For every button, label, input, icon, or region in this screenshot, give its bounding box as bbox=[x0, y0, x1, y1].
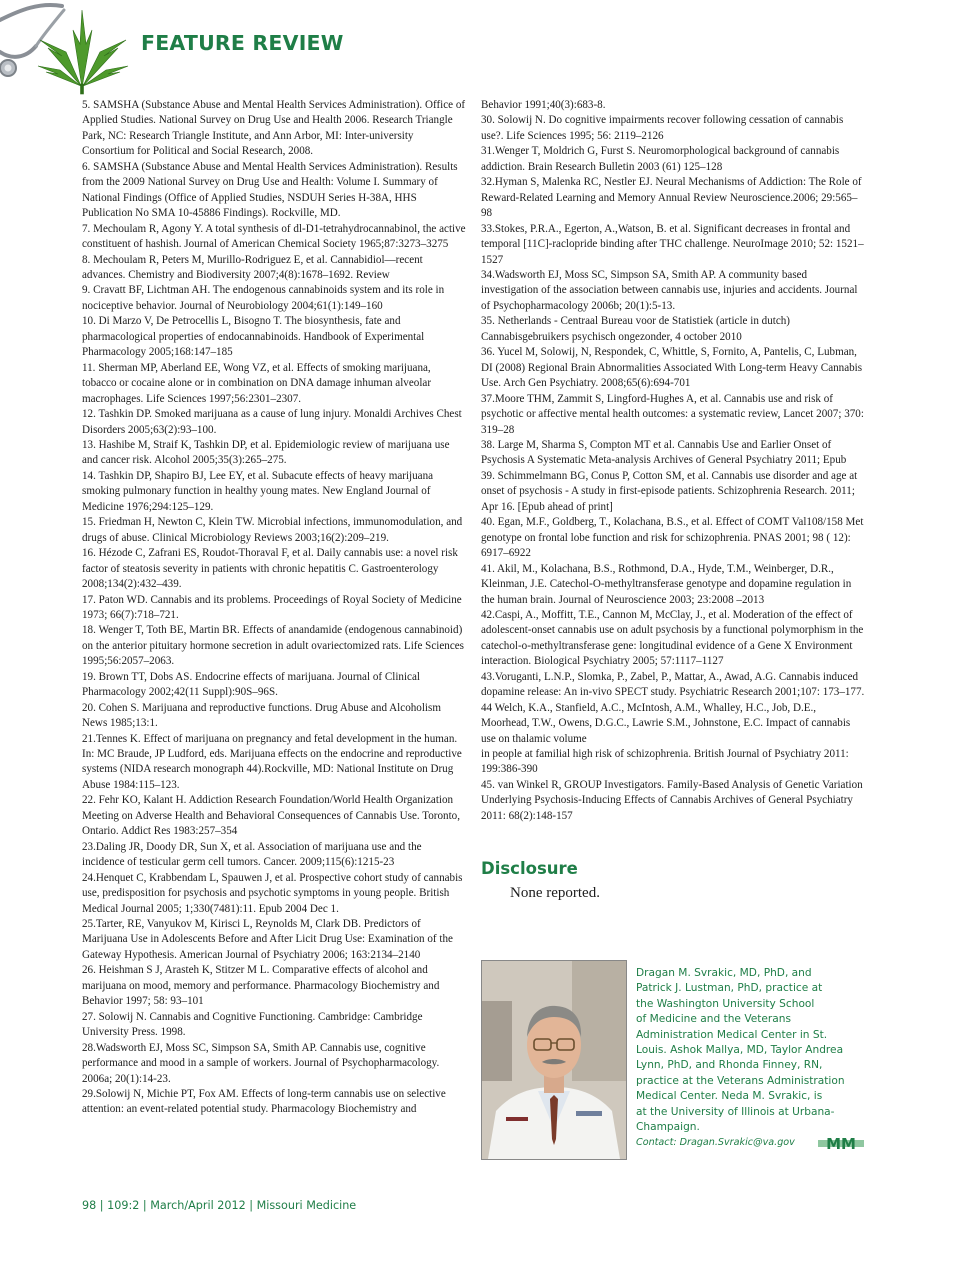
reference-item: in people at familial high risk of schizophrenia. British Journal of Psychiatry 2011: 199:386-390 bbox=[481, 748, 849, 776]
reference-item: 14. Tashkin DP, Shapiro BJ, Lee EY, et al. Subacute effects of heavy marijuana smoking pulmonary function in healthy young mates. New England Journal of Medicine 1976;294:125–129. bbox=[82, 469, 434, 513]
reference-item: 13. Hashibe M, Straif K, Tashkin DP, et al. Epidemiologic review of marijuana use and cancer risk. Alcohol 2005;35(3):265–275. bbox=[82, 438, 450, 467]
references-left-column bbox=[82, 98, 466, 1118]
header-illustration bbox=[0, 0, 140, 95]
reference-item: 42.Caspi, A., Moffitt, T.E., Cannon M, McClay, J., et al. Moderation of the effect of adolescent-onset cannabis use on adult psychosis by a functional polymorphism in the catechol-o-methyltransferase gene: longitudinal evidence of a Gene X Environment interaction. Biological Psychiatry 2005; 57:1117–1127 bbox=[481, 608, 864, 668]
author-photo bbox=[481, 960, 627, 1160]
section-title: FEATURE REVIEW bbox=[141, 31, 344, 55]
reference-item: 45. van Winkel R, GROUP Investigators. Family-Based Analysis of Genetic Variation Underlying Psychosis-Inducing Effects of Cannabis Archives of General Psychiatry 2011: 68(2):148-157 bbox=[481, 778, 863, 822]
reference-item: 39. Schimmelmann BG, Conus P, Cotton SM, et al. Cannabis use disorder and age at onset of psychosis - A study in first-episode patients. Schizophrenia Research. 2011; Apr 16. [Epub ahead of print] bbox=[481, 469, 858, 513]
author-bio-line: at the University of Illinois at Urbana- bbox=[636, 1105, 835, 1118]
author-bio-line: of Medicine and the Veterans bbox=[636, 1013, 792, 1026]
reference-item: 22. Fehr KO, Kalant H. Addiction Research Foundation/World Health Organization Meeting on Adverse Health and Behavioral Consequences of Cannabis Use. Toronto, Ontario. Addict Res 1983:257–354 bbox=[82, 794, 460, 838]
reference-item: 34.Wadsworth EJ, Moss SC, Simpson SA, Smith AP. A community based investigation of the association between cannabis use, injuries and accidents. Journal of Psychopharmacology 2006b; 20(1):5-13. bbox=[481, 268, 858, 312]
disclosure-heading: Disclosure bbox=[481, 859, 578, 878]
reference-item: 44 Welch, K.A., Stanfield, A.C., McIntosh, A.M., Whalley, H.C., Job, D.E., Moorhead, T.W., Owens, D.G.C., Lawrie S.M., Johnstone, E.C. Impact of cannabis use on thalamic volume bbox=[481, 701, 851, 745]
page-footer: 98 | 109:2 | March/April 2012 | Missouri Medicine bbox=[82, 1199, 357, 1212]
reference-item: 9. Cravatt BF, Lichtman AH. The endogenous cannabinoids system and its role in nociceptive behavior. Journal of Neurobiology 2004;61(1):149–160 bbox=[82, 284, 445, 312]
reference-item: 30. Solowij N. Do cognitive impairments recover following cessation of cannabis use?. Life Sciences 1995; 56: 2119–2126 bbox=[481, 114, 844, 142]
reference-item: 35. Netherlands - Centraal Bureau voor de Statistiek (article in dutch) Cannabisgebruikers psychisch ongezonder, 4 october 2010 bbox=[481, 315, 790, 343]
reference-item: 24.Henquet C, Krabbendam L, Spauwen J, et al. Prospective cohort study of cannabis use, predisposition for psychosis and psychotic symptoms in young people. British Medical Journal 2005; 1;330(7481):11. Epub 2004 Dec 1. bbox=[82, 871, 463, 915]
reference-item: 28.Wadsworth EJ, Moss SC, Simpson SA, Smith AP. Cannabis use, cognitive performance and mood in a sample of workers. Journal of Psychopharmacology. 2006a; 20(1):14-23. bbox=[82, 1041, 440, 1085]
author-bio-line: practice at the Veterans Administration bbox=[636, 1074, 845, 1087]
author-bio-line: Administration Medical Center in St. bbox=[636, 1028, 828, 1041]
reference-item: 29.Solowij N, Michie PT, Fox AM. Effects of long-term cannabis use on selective attention: an event-related potential study. Pharmacology Biochemistry and bbox=[82, 1088, 446, 1116]
author-bio-line: Medical Center. Neda M. Svrakic, is bbox=[636, 1090, 823, 1103]
reference-item: 31.Wenger T, Moldrich G, Furst S. Neuromorphological background of cannabis addiction. Brain Research Bulletin 2003 (61) 125–128 bbox=[481, 145, 840, 173]
reference-item: 7. Mechoulam R, Agony Y. A total synthesis of dl-D1-tetrahydrocannabinol, the active constituent of hashish. Journal of American Chemical Society 1965;87:3273–3275 bbox=[82, 222, 466, 251]
reference-item: Behavior 1991;40(3):683-8. bbox=[481, 99, 606, 111]
author-bio-line: Champaign. bbox=[636, 1121, 700, 1134]
author-bio-line: Patrick J. Lustman, PhD, practice at bbox=[636, 982, 823, 995]
reference-item: 15. Friedman H, Newton C, Klein TW. Microbial infections, immunomodulation, and drugs of abuse. Clinical Microbiology Reviews 2003;16(2):209–219. bbox=[82, 516, 463, 544]
author-bio bbox=[636, 966, 851, 1135]
reference-item: 10. Di Marzo V, De Petrocellis L, Bisogno T. The biosynthesis, fate and pharmacological properties of endocannabinoids. Handbook of Experimental Pharmacology 2005;168:147–185 bbox=[82, 315, 425, 359]
reference-item: 18. Wenger T, Toth BE, Martin BR. Effects of anandamide (endogenous cannabinoid) on the anterior pituitary hormone secretion in adult ovariectomized rats. Life Sciences 1995;56:2057–2063. bbox=[82, 624, 464, 668]
reference-item: 5. SAMSHA (Substance Abuse and Mental Health Services Administration). Office of Applied Studies. National Survey on Drug Use and Health 2006. Research Triangle Park, NC: Research Triangle Institute, and Ann Arbor, MI: Inter-university Consortium for Political and Social Research, 2008. bbox=[82, 99, 466, 158]
reference-item: 21.Tennes K. Effect of marijuana on pregnancy and fetal development in the human. In: MC Braude, JP Ludford, eds. Marijuana effects on the endocrine and reproductive systems (NIDA research monograph 44).Rockville, MD: National Institute on Drug Abuse 1984:115–123. bbox=[82, 732, 462, 791]
reference-item: 19. Brown TT, Dobs AS. Endocrine effects of marijuana. Journal of Clinical Pharmacology 2002;42(11 Suppl):90S–96S. bbox=[82, 670, 420, 699]
reference-item: 17. Paton WD. Cannabis and its problems. Proceedings of Royal Society of Medicine 1973; 66(7):718–721. bbox=[82, 593, 462, 621]
author-bio-line: Dragan M. Svrakic, MD, PhD, and bbox=[636, 967, 812, 979]
reference-item: 41. Akil, M., Kolachana, B.S., Rothmond, D.A., Hyde, T.M., Weinberger, D.R., Kleinman, J.E. Catechol-O-methyltransferase genotype and dopamine regulation in the human brain. Journal of Neuroscience 2003; 23:2008 –2013 bbox=[481, 562, 852, 606]
reference-item: 8. Mechoulam R, Peters M, Murillo-Rodriguez E, et al. Cannabidiol—recent advances. Chemistry and Biodiversity 2007;4(8):1678–1692. Review bbox=[82, 253, 423, 281]
reference-item: 25.Tarter, RE, Vanyukov M, Kirisci L, Reynolds M, Clark DB. Predictors of Marijuana Use in Adolescents Before and After Licit Drug Use: Examination of the Gateway Hypothesis. American Journal of Psychiatry 2006; 163:2134–2140 bbox=[82, 918, 453, 961]
reference-item: 33.Stokes, P.R.A., Egerton, A.,Watson, B. et al. Significant decreases in frontal and temporal [11C]-raclopride binding after THC challenge. NeuroImage 2010; 52: 1521–1527 bbox=[481, 222, 864, 266]
author-bio-line: Lynn, PhD, and Rhonda Finney, RN, bbox=[636, 1059, 823, 1072]
reference-item: 20. Cohen S. Marijuana and reproductive functions. Drug Abuse and Alcoholism News 1985;13:1. bbox=[82, 701, 441, 730]
contact-email: Contact: Dragan.Svrakic@va.gov bbox=[636, 1137, 795, 1148]
reference-item: 12. Tashkin DP. Smoked marijuana as a cause of lung injury. Monaldi Archives Chest Disorders 2005;63(2):93–100. bbox=[82, 408, 462, 436]
reference-item: 26. Heishman S J, Arasteh K, Stitzer M L. Comparative effects of alcohol and marijuana on mood, memory and performance. Pharmacology Biochemistry and Behavior 1997; 58: 93–101 bbox=[82, 964, 440, 1008]
reference-item: 37.Moore THM, Zammit S, Lingford-Hughes A, et al. Cannabis use and risk of psychotic or affective mental health outcomes: a systematic review, Lancet 2007; 370: 319–28 bbox=[481, 392, 864, 436]
reference-item: 32.Hyman S, Malenka RC, Nestler EJ. Neural Mechanisms of Addiction: The Role of Reward-Related Learning and Memory Annual Review Neuroscience.2006; 29:565–98 bbox=[481, 176, 862, 220]
author-bio-line: the Washington University School bbox=[636, 997, 815, 1010]
author-bio-line: Louis. Ashok Mallya, MD, Taylor Andrea bbox=[636, 1044, 844, 1057]
reference-item: 11. Sherman MP, Aberland EE, Wong VZ, et al. Effects of smoking marijuana, tobacco or cocaine alone or in combination on DNA damage inhuman alveolar macrophages. Life Sciences 1997;56:2301–2307. bbox=[82, 361, 432, 405]
end-of-article-mark bbox=[818, 1134, 864, 1152]
reference-item: 43.Voruganti, L.N.P., Slomka, P., Zabel, P., Mattar, A., Awad, A.G. Cannabis induced dopamine release: An in-vivo SPECT study. Psychiatric Research 2001;107: 173–177. bbox=[481, 670, 865, 699]
disclosure-text: None reported. bbox=[510, 885, 600, 901]
author-portrait-image bbox=[482, 961, 626, 1159]
reference-item: 16. Hézode C, Zafrani ES, Roudot-Thoraval F, et al. Daily cannabis use: a novel risk factor of steatosis severity in patients with chronic hepatitis C. Gastroenterology 2008;134(2):432–439. bbox=[82, 547, 458, 591]
reference-item: 6. SAMSHA (Substance Abuse and Mental Health Services Administration). Results from the 2009 National Survey on Drug Use and Health: Volume I. Summary of National Findings (Office of Applied Studies, NSDUH Series H-38A, HHS Publication No SMA 10-45886 Findings). Rockville, MD. bbox=[82, 160, 458, 220]
reference-item: 38. Large M, Sharma S, Compton MT et al. Cannabis Use and Earlier Onset of Psychosis A Systematic Meta-analysis Archives of General Psychiatry 2011; Epub bbox=[481, 438, 847, 467]
reference-item: 23.Daling JR, Doody DR, Sun X, et al. Association of marijuana use and the incidence of testicular germ cell tumors. Cancer. 2009;115(6):1215-23 bbox=[82, 840, 422, 869]
reference-item: 36. Yucel M, Solowij, N, Respondek, C, Whittle, S, Fornito, A, Pantelis, C, Lubman, DI (2008) Regional Brain Abnormalities Associated With Long-term Heavy Cannabis Use. Arch Gen Psychiatry. 2008;65(6):694-701 bbox=[481, 346, 863, 390]
reference-item: 27. Solowij N. Cannabis and Cognitive Functioning. Cambridge: Cambridge University Press. 1998. bbox=[82, 1010, 423, 1039]
reference-item: 40. Egan, M.F., Goldberg, T., Kolachana, B.S., et al. Effect of COMT Val108/158 Met genotype on frontal lobe function and risk for schizophrenia. PNAS 2001; 98 ( 12): 6917–6922 bbox=[481, 516, 864, 560]
references-right-column bbox=[481, 98, 867, 824]
end-of-article-mark-text: MM bbox=[826, 1135, 856, 1152]
